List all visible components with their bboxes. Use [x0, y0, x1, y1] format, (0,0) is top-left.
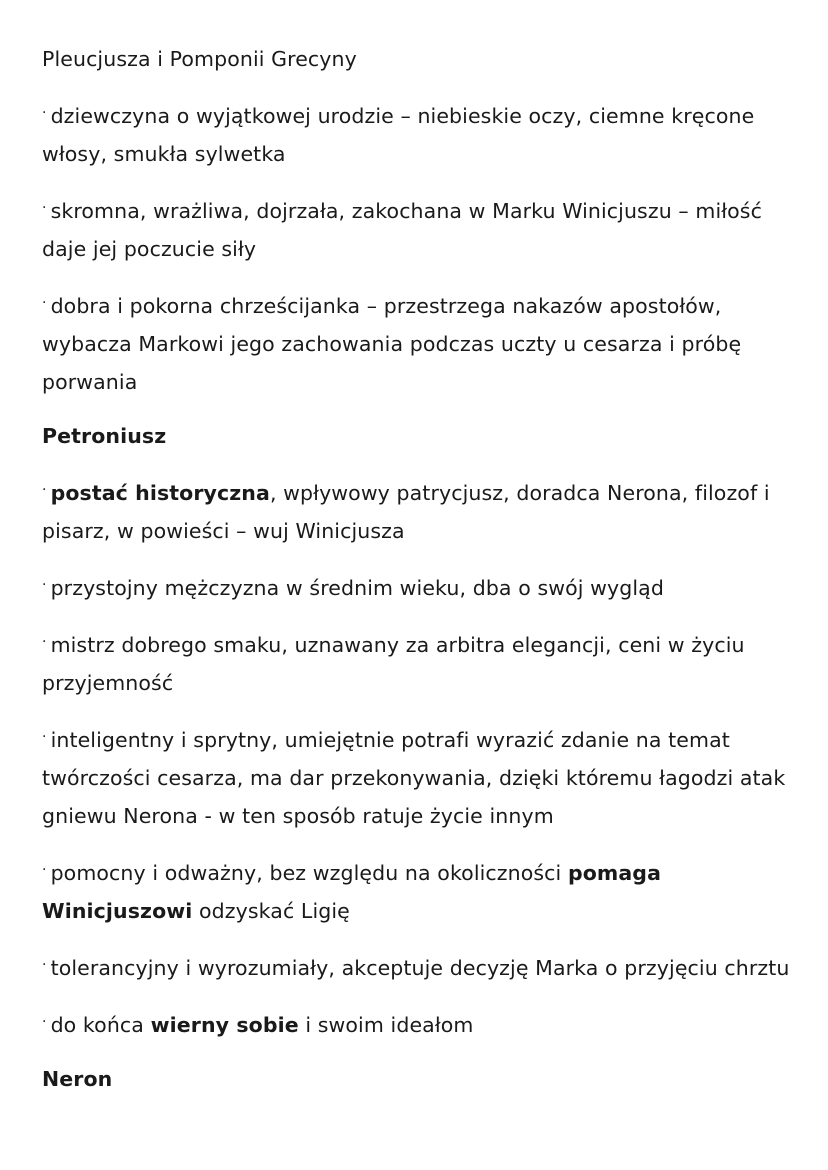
bullet-item [42, 94, 794, 173]
bullet-dot-icon: · [42, 577, 47, 593]
bullet-item [42, 851, 794, 930]
bullet-dot-icon: · [42, 862, 47, 878]
bullet-item [42, 471, 794, 550]
section-heading [42, 1060, 794, 1098]
heading-text: Neron [42, 1067, 113, 1091]
bullet-text: dobra i pokorna chrześcijanka – przestrzega nakazów apostołów, wybacza Markowi jego zachowania podczas uczty u cesarza i próbę porwania [42, 294, 742, 394]
bullet-item [42, 566, 794, 607]
text-line [42, 40, 794, 78]
bullet-text: tolerancyjny i wyrozumiały, akceptuje decyzję Marka o przyjęciu chrztu [50, 956, 790, 980]
bullet-text: skromna, wrażliwa, dojrzała, zakochana w Marku Winicjuszu – miłość daje jej poczucie siły [42, 199, 762, 261]
bullet-dot-icon: · [42, 105, 47, 121]
bullet-text: mistrz dobrego smaku, uznawany za arbitra elegancji, ceni w życiu przyjemność [42, 633, 745, 695]
bullet-item [42, 718, 794, 835]
document-content [42, 40, 794, 1114]
bullet-dot-icon: · [42, 482, 47, 498]
bullet-dot-icon: · [42, 634, 47, 650]
bullet-item [42, 189, 794, 268]
bullet-dot-icon: · [42, 295, 47, 311]
bullet-item [42, 284, 794, 401]
bullet-text: inteligentny i sprytny, umiejętnie potrafi wyrazić zdanie na temat twórczości cesarza, ma dar przekonywania, dzięki któremu łagodzi atak gniewu Nerona - w ten sposób ratuje życie innym [42, 728, 786, 828]
bullet-dot-icon: · [42, 729, 47, 745]
bullet-text: przystojny mężczyzna w średnim wieku, dba o swój wygląd [50, 576, 664, 600]
section-heading [42, 417, 794, 455]
bullet-item [42, 1003, 794, 1044]
bullet-text: i swoim ideałom [298, 1013, 474, 1037]
bullet-text-bold: postać historyczna [50, 481, 270, 505]
bullet-text: dziewczyna o wyjątkowej urodzie – niebieskie oczy, ciemne kręcone włosy, smukła sylwetka [42, 104, 755, 166]
bullet-dot-icon: · [42, 957, 47, 973]
bullet-text: odzyskać Ligię [192, 899, 350, 923]
bullet-item [42, 946, 794, 987]
line-text: Pleucjusza i Pomponii Grecyny [42, 47, 357, 71]
bullet-dot-icon: · [42, 200, 47, 216]
bullet-text: do końca [50, 1013, 151, 1037]
bullet-text-bold: wierny sobie [150, 1013, 299, 1037]
bullet-text: , wpływowy patrycjusz, doradca Nerona, filozof i pisarz, w powieści – wuj Winicjusza [42, 481, 770, 543]
heading-text: Petroniusz [42, 424, 167, 448]
bullet-dot-icon: · [42, 1014, 47, 1030]
bullet-text: pomocny i odważny, bez względu na okoliczności [50, 861, 568, 885]
bullet-item [42, 623, 794, 702]
bullet-text-bold: pomaga Winicjuszowi [42, 861, 662, 923]
